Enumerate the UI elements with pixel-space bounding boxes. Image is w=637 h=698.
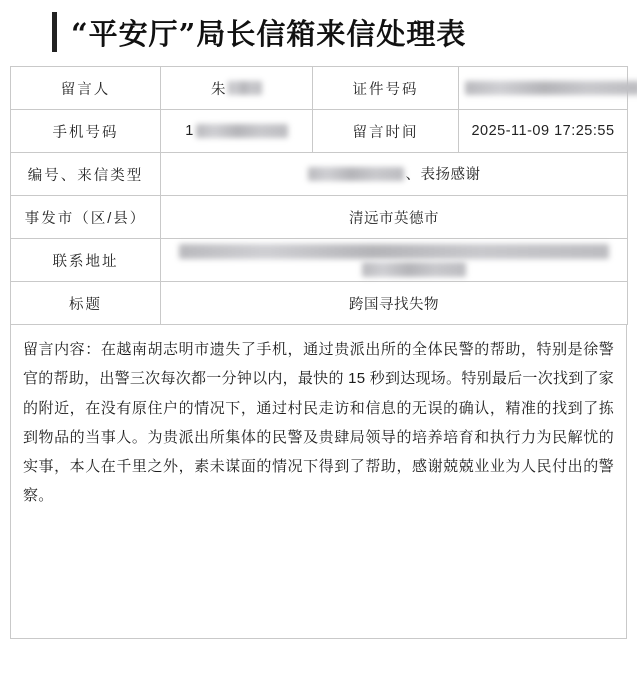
redacted-address-line-2 bbox=[362, 262, 466, 277]
redacted-address-line-1 bbox=[179, 244, 609, 259]
field-value-phone bbox=[161, 110, 313, 153]
message-content-box bbox=[10, 325, 627, 639]
table-row bbox=[11, 110, 628, 153]
field-value-subject: 跨国寻找失物 bbox=[161, 282, 628, 325]
message-content-text: 在越南胡志明市遗失了手机，通过贵派出所的全体民警的帮助，特别是徐警官的帮助，出警三次每次都一分钟以内，最快的 15 秒到达现场。特别最后一次找到了家的附近，在没有原住户的情况下，通过村民走访和信息的无误的确认，精准的找到了拣到物品的当事人。为贵派出所集体的民警及贵肆局领导的培养培育和执行力为民解忧的实事，本人在千里之外，素未谋面的情况下得到了帮助，感谢兢兢业业为人民付出的警察。 bbox=[23, 341, 614, 505]
field-value-type bbox=[161, 153, 628, 196]
field-label-address: 联系地址 bbox=[11, 239, 161, 282]
field-value-time: 2025-11-09 17:25:55 bbox=[459, 110, 628, 153]
field-label-phone: 手机号码 bbox=[11, 110, 161, 153]
table-row bbox=[11, 67, 628, 110]
letter-type-text: 、表扬感谢 bbox=[405, 167, 481, 184]
page-title-text: “平安厅”局长信箱来信处理表 bbox=[71, 16, 467, 51]
field-label-subject: 标题 bbox=[11, 282, 161, 325]
field-label-id-number: 证件号码 bbox=[313, 67, 459, 110]
field-label-city: 事发市（区/县） bbox=[11, 196, 161, 239]
redacted-id-number bbox=[465, 81, 637, 95]
field-value-sender bbox=[161, 67, 313, 110]
table-row bbox=[11, 196, 628, 239]
sender-name-prefix: 朱 bbox=[211, 81, 226, 98]
field-value-address bbox=[161, 239, 628, 282]
field-label-time: 留言时间 bbox=[313, 110, 459, 153]
table-row bbox=[11, 239, 628, 282]
field-value-id-number bbox=[459, 67, 628, 110]
table-row bbox=[11, 153, 628, 196]
redacted-serial-number bbox=[308, 167, 404, 181]
message-content-paragraph bbox=[23, 335, 614, 511]
title-accent-bar bbox=[52, 12, 57, 52]
redacted-sender-name bbox=[228, 81, 262, 95]
field-label-type: 编号、来信类型 bbox=[11, 153, 161, 196]
page-title bbox=[10, 0, 627, 64]
field-value-city: 清远市英德市 bbox=[161, 196, 628, 239]
redacted-phone bbox=[196, 124, 288, 138]
message-content-prefix: 留言内容： bbox=[23, 341, 101, 358]
field-label-sender: 留言人 bbox=[11, 67, 161, 110]
phone-prefix: 1 bbox=[185, 123, 194, 139]
table-row bbox=[11, 282, 628, 325]
letter-info-table bbox=[10, 66, 628, 325]
